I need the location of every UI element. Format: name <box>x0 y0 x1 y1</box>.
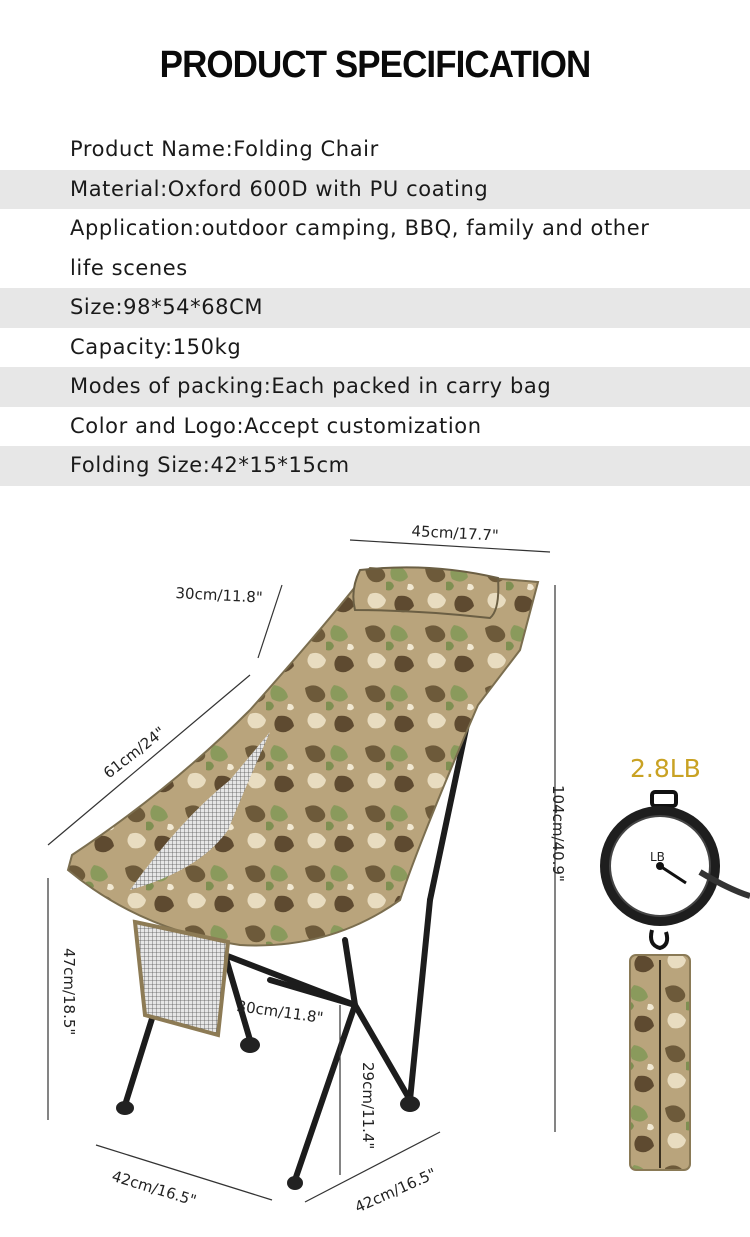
spec-color-logo: Color and Logo:Accept customization <box>70 413 482 438</box>
dim-base-front: 42cm/16.5" <box>109 1167 199 1210</box>
side-pocket <box>135 922 228 1035</box>
dim-base-side: 42cm/16.5" <box>352 1164 440 1217</box>
dim-back-length: 61cm/24" <box>100 723 169 783</box>
page-title: PRODUCT SPECIFICATION <box>159 44 591 86</box>
dim-seat-height: 47cm/18.5" <box>60 948 78 1036</box>
spec-application-cont: life scenes <box>70 255 188 280</box>
dim-leg-height: 29cm/11.4" <box>359 1062 377 1150</box>
dim-headrest: 30cm/11.8" <box>175 584 264 607</box>
spec-list <box>0 130 750 486</box>
spec-application: Application:outdoor camping, BBQ, family and other <box>70 216 650 240</box>
dim-seat-depth: 30cm/11.8" <box>235 997 325 1027</box>
spec-material: Material:Oxford 600D with PU coating <box>0 170 750 210</box>
foot-cap <box>240 1037 260 1053</box>
scale-unit-label: LB <box>650 850 665 864</box>
spec-folding-size: Folding Size:42*15*15cm <box>0 446 750 486</box>
hanging-scale <box>600 792 750 1170</box>
dim-top-width: 45cm/17.7" <box>411 522 500 545</box>
dim-total-height: 104cm/40.9" <box>549 785 567 882</box>
spec-product-name: Product Name:Folding Chair <box>70 137 379 161</box>
foot-cap <box>400 1096 420 1112</box>
foot-cap <box>116 1101 134 1115</box>
spec-packing: Modes of packing:Each packed in carry bag <box>0 367 750 407</box>
spec-size: Size:98*54*68CM <box>0 288 750 328</box>
foot-cap <box>287 1176 303 1190</box>
headrest <box>353 567 498 618</box>
spec-capacity: Capacity:150kg <box>70 334 242 359</box>
weight-label: 2.8LB <box>630 754 701 783</box>
product-figure <box>0 500 750 1237</box>
